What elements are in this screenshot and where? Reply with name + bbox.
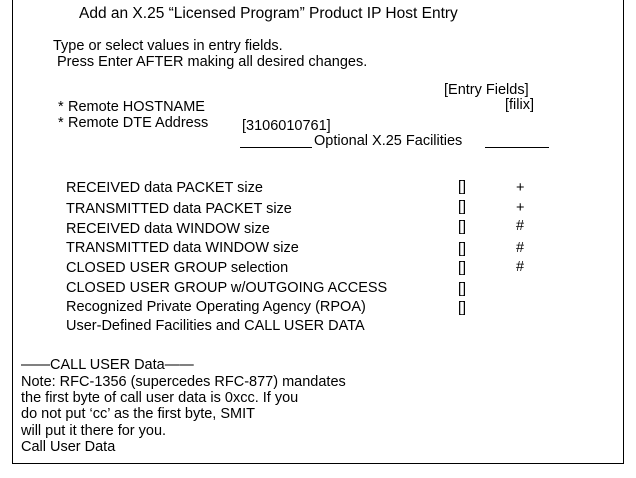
- facility-input[interactable]: []: [458, 281, 467, 297]
- hostname-label: Remote HOSTNAME: [68, 99, 205, 115]
- hostname-input[interactable]: [filix]: [505, 97, 534, 113]
- dte-address-label: Remote DTE Address: [68, 115, 209, 131]
- entry-fields-header: [Entry Fields]: [444, 82, 529, 98]
- facility-input[interactable]: []: [458, 260, 467, 276]
- list-available-indicator[interactable]: +: [516, 200, 525, 216]
- facility-input[interactable]: []: [458, 300, 467, 316]
- required-marker: *: [58, 115, 64, 131]
- facility-label: CLOSED USER GROUP selection: [66, 260, 289, 276]
- section-rule-right: [485, 147, 549, 148]
- required-marker: *: [58, 99, 64, 115]
- note-line-3: do not put ‘cc’ as the first byte, SMIT: [21, 406, 255, 422]
- facility-label: TRANSMITTED data WINDOW size: [66, 240, 299, 256]
- call-user-data-heading: ——CALL USER Data——: [21, 357, 194, 373]
- note-line-1: Note: RFC-1356 (supercedes RFC-877) mandates: [21, 374, 346, 390]
- facility-label: CLOSED USER GROUP w/OUTGOING ACCESS: [66, 280, 388, 296]
- facility-label: User-Defined Facilities and CALL USER DATA: [66, 318, 365, 334]
- optional-facilities-heading: Optional X.25 Facilities: [314, 133, 463, 149]
- facility-label: RECEIVED data WINDOW size: [66, 221, 270, 237]
- section-rule-left: [240, 147, 312, 148]
- facility-input[interactable]: []: [458, 241, 467, 257]
- list-available-indicator[interactable]: +: [516, 180, 525, 196]
- numeric-field-indicator: #: [516, 259, 525, 275]
- facility-input[interactable]: []: [458, 219, 467, 235]
- dte-address-input[interactable]: [3106010761]: [242, 118, 331, 134]
- facility-label: TRANSMITTED data PACKET size: [66, 201, 292, 217]
- facility-input[interactable]: []: [458, 199, 467, 215]
- instruction-line-2: Press Enter AFTER making all desired changes.: [57, 54, 368, 70]
- dialog-title: Add an X.25 “Licensed Program” Product IP Host Entry: [79, 5, 458, 22]
- call-user-data-field-label[interactable]: Call User Data: [21, 439, 116, 455]
- numeric-field-indicator: #: [516, 240, 525, 256]
- note-line-2: the first byte of call user data is 0xcc. If you: [21, 390, 299, 406]
- facility-input[interactable]: []: [458, 179, 467, 195]
- facility-label: RECEIVED data PACKET size: [66, 180, 263, 196]
- note-line-4: will put it there for you.: [21, 423, 167, 439]
- facility-label: Recognized Private Operating Agency (RPOA): [66, 299, 366, 315]
- instruction-line-1: Type or select values in entry fields.: [53, 38, 283, 54]
- numeric-field-indicator: #: [516, 218, 525, 234]
